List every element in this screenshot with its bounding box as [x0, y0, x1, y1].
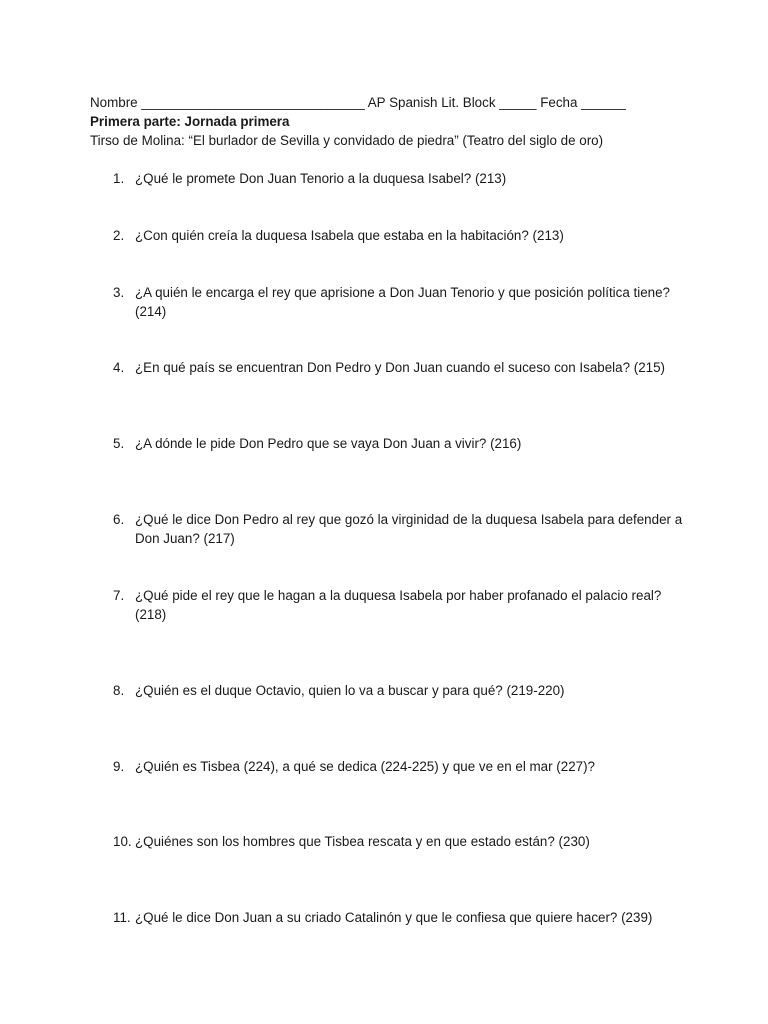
question-text: ¿Qué pide el rey que le hagan a la duquesa Isabela por haber profanado el palacio real? (218)	[135, 588, 662, 622]
question-number: 7.	[113, 588, 125, 603]
question-text: ¿A dónde le pide Don Pedro que se vaya Don Juan a vivir? (216)	[135, 436, 522, 451]
section-title: Primera parte: Jornada primera	[90, 114, 290, 129]
question-item	[113, 434, 683, 453]
question-text: ¿Quién es el duque Octavio, quien lo va a buscar y para qué? (219-220)	[135, 683, 565, 698]
question-text: ¿Quién es Tisbea (224), a qué se dedica (224-225) y que ve en el mar (227)?	[135, 759, 596, 774]
question-number: 5.	[113, 436, 125, 451]
question-item	[113, 908, 683, 927]
question-item	[113, 681, 683, 700]
question-number: 2.	[113, 228, 125, 243]
work-subtitle: Tirso de Molina: “El burlador de Sevilla y convidado de piedra” (Teatro del siglo de oro)	[90, 133, 604, 148]
question-text: ¿En qué país se encuentran Don Pedro y Don Juan cuando el suceso con Isabela? (215)	[135, 360, 666, 375]
question-item	[113, 358, 683, 377]
question-item	[113, 757, 683, 776]
question-number: 4.	[113, 360, 125, 375]
question-number: 3.	[113, 285, 125, 300]
question-number: 8.	[113, 683, 125, 698]
question-item	[113, 226, 683, 245]
question-item	[113, 832, 683, 851]
student-info-line: Nombre ______________________________ AP Spanish Lit. Block _____ Fecha ______	[90, 95, 626, 110]
question-text: ¿Qué le promete Don Juan Tenorio a la duquesa Isabel? (213)	[135, 171, 507, 186]
question-text: ¿Qué le dice Don Pedro al rey que gozó la virginidad de la duquesa Isabela para defender a Don Juan? (217)	[135, 512, 683, 546]
question-item	[113, 510, 683, 548]
question-number: 10.	[113, 834, 132, 849]
question-item	[113, 169, 683, 188]
question-text: ¿Qué le dice Don Juan a su criado Catalinón y que le confiesa que quiere hacer? (239)	[135, 910, 653, 925]
question-number: 6.	[113, 512, 125, 527]
question-text: ¿Con quién creía la duquesa Isabela que estaba en la habitación? (213)	[135, 228, 564, 243]
question-item	[113, 283, 683, 321]
question-number: 11.	[113, 910, 131, 925]
question-number: 1.	[113, 171, 125, 186]
question-text: ¿A quién le encarga el rey que aprisione a Don Juan Tenorio y que posición política tiene? (214)	[135, 285, 670, 319]
question-item	[113, 586, 683, 624]
question-text: ¿Quiénes son los hombres que Tisbea rescata y en que estado están? (230)	[135, 834, 590, 849]
question-number: 9.	[113, 759, 125, 774]
